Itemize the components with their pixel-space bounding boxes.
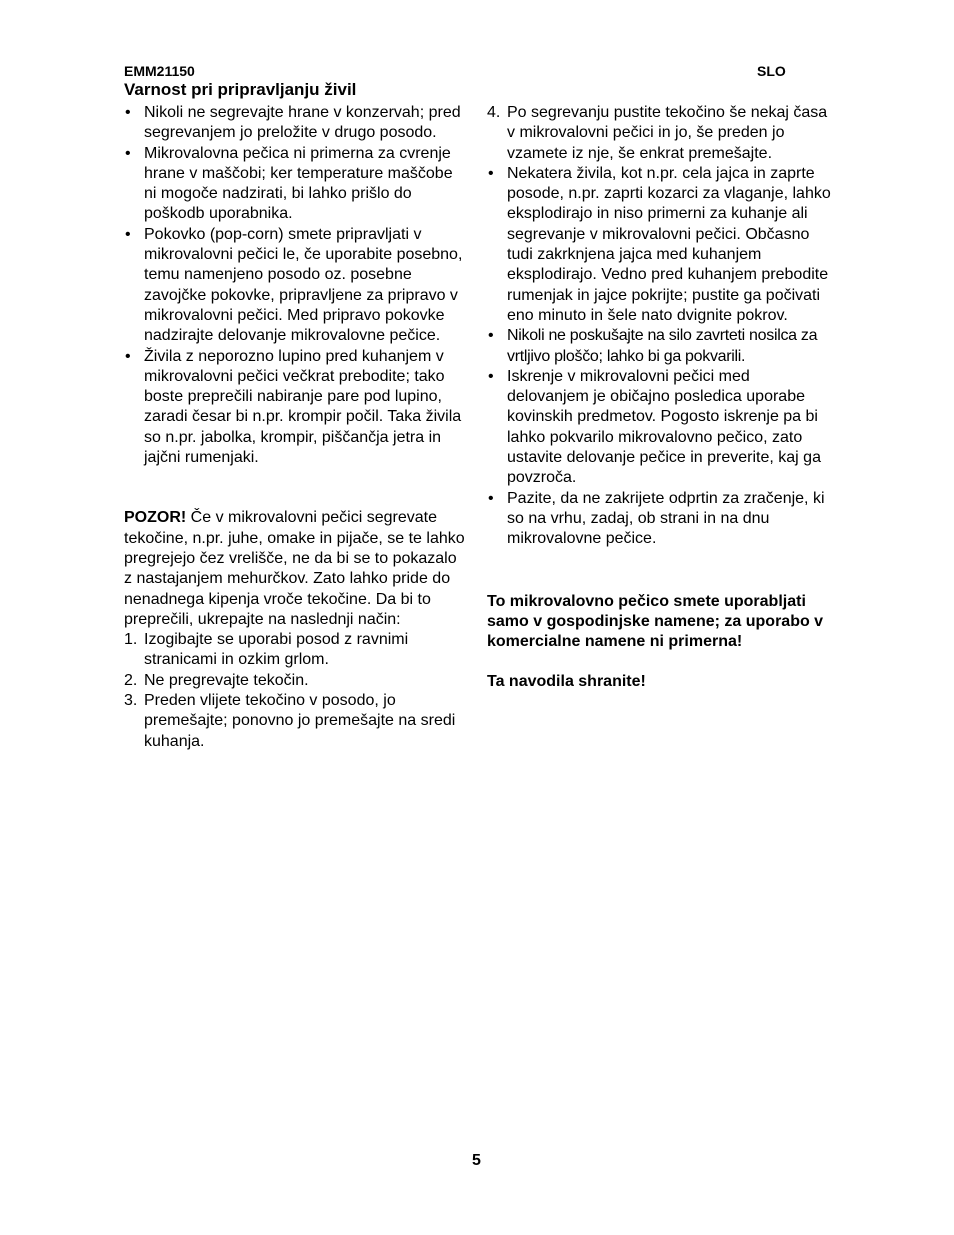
bullet-item: • Iskrenje v mikrovalovni pečici med delovanjem je običajno posledica uporabe kovinskih predmetov. Pogosto iskrenje pa bi lahko pokvarilo mikrovalovno pečico, zato ustavite delovanje pečice in preverite, kaj ga povzroča. <box>487 367 832 489</box>
step-number: 2. <box>124 671 138 689</box>
page-number: 5 <box>472 1152 481 1169</box>
bullet-item: • Nikoli ne segrevajte hrane v konzervah; pred segrevanjem jo preložite v drugo posodo. <box>124 103 469 144</box>
step-item <box>124 691 469 752</box>
keep-instructions-note: Ta navodila shranite! <box>487 673 646 691</box>
steps-list <box>124 630 469 752</box>
right-column <box>487 103 832 693</box>
warning-text: Če v mikrovalovni pečici segrevate tekočine, n.pr. juhe, omake in pijače, se te lahko pregrejejo čez vrelišče, ne da bi se to pokazalo z nastajanjem mehurčkov. Zato lahko pride do nenadnega kipenja vroče tekočine. Da bi to preprečili, ukrepajte na naslednji način: <box>124 509 465 628</box>
step-item <box>487 103 832 164</box>
step-text: Ne pregrevajte tekočin. <box>144 671 309 689</box>
step-number: 1. <box>124 631 138 649</box>
safety-bullet-list <box>487 164 832 550</box>
step-item <box>124 630 469 671</box>
household-use-notice: To mikrovalovno pečico smete uporabljati samo v gospodinjske namene; za uporabo v komercialne namene ni primerna! <box>487 592 824 651</box>
warning-paragraph <box>124 508 469 630</box>
model-number: EMM21150 <box>124 63 195 79</box>
safety-bullet-list <box>124 103 469 468</box>
step-text: Preden vlijete tekočino v posodo, jo premešajte; ponovno jo premešajte na sredi kuhanja. <box>144 692 456 750</box>
bullet-item: • Mikrovalovna pečica ni primerna za cvrenje hrane v maščobi; ker temperature maščobe ni mogoče nadzirati, bi lahko prišlo do poškodb uporabnika. <box>124 144 469 225</box>
left-column <box>124 103 469 752</box>
language-code: SLO <box>757 63 786 79</box>
step-number: 3. <box>124 692 138 710</box>
bullet-item: • Pazite, da ne zakrijete odprtin za zračenje, ki so na vrhu, zadaj, ob strani in na dnu mikrovalovne pečice. <box>487 489 832 550</box>
step-text: Izogibajte se uporabi posod z ravnimi stranicami in ozkim grlom. <box>144 631 409 669</box>
step-text: Po segrevanju pustite tekočino še nekaj časa v mikrovalovni pečici in jo, še preden jo vzamete iz nje, še enkrat premešajte. <box>507 104 828 162</box>
bullet-item: • Pokovko (pop-corn) smete pripravljati v mikrovalovni pečici le, če uporabite posebno, temu namenjeno posodo oz. posebne zavojčke pokovke, pripravljene za pripravo v mikrovalovni pečici. Med pripravo pokovke nadzirajte delovanje mikrovalovne pečice. <box>124 225 469 347</box>
steps-list-continued <box>487 103 832 164</box>
bullet-item: • Nikoli ne poskušajte na silo zavrteti nosilca za vrtljivo ploščo; lahko bi ga pokvarili. <box>487 326 832 367</box>
bullet-item: • Nekatera živila, kot n.pr. cela jajca in zaprte posode, n.pr. zaprti kozarci za vlaganje, lahko eksplodirajo in niso primerni za kuhanje ali segrevanje v mikrovalovni pečici. Občasno tudi zakrknjena jajca med kuhanjem eksplodirajo. Vedno pred kuhanjem prebodite rumenjak in jajce pokrijte; pustite ga počivati eno minuto in šele nato dvignite pokrov. <box>487 164 832 326</box>
step-item <box>124 671 469 691</box>
bullet-item: • Živila z neporozno lupino pred kuhanjem v mikrovalovni pečici večkrat prebodite; tako boste preprečili nabiranje pare pod lupino, zaradi česar bi n.pr. krompir počil. Taka živila so n.pr. jabolka, krompir, piščančja jetra in jajčni rumenjaki. <box>124 347 469 469</box>
section-title: Varnost pri pripravljanju živil <box>124 80 357 99</box>
warning-label: POZOR! <box>124 509 187 527</box>
step-number: 4. <box>487 104 501 121</box>
